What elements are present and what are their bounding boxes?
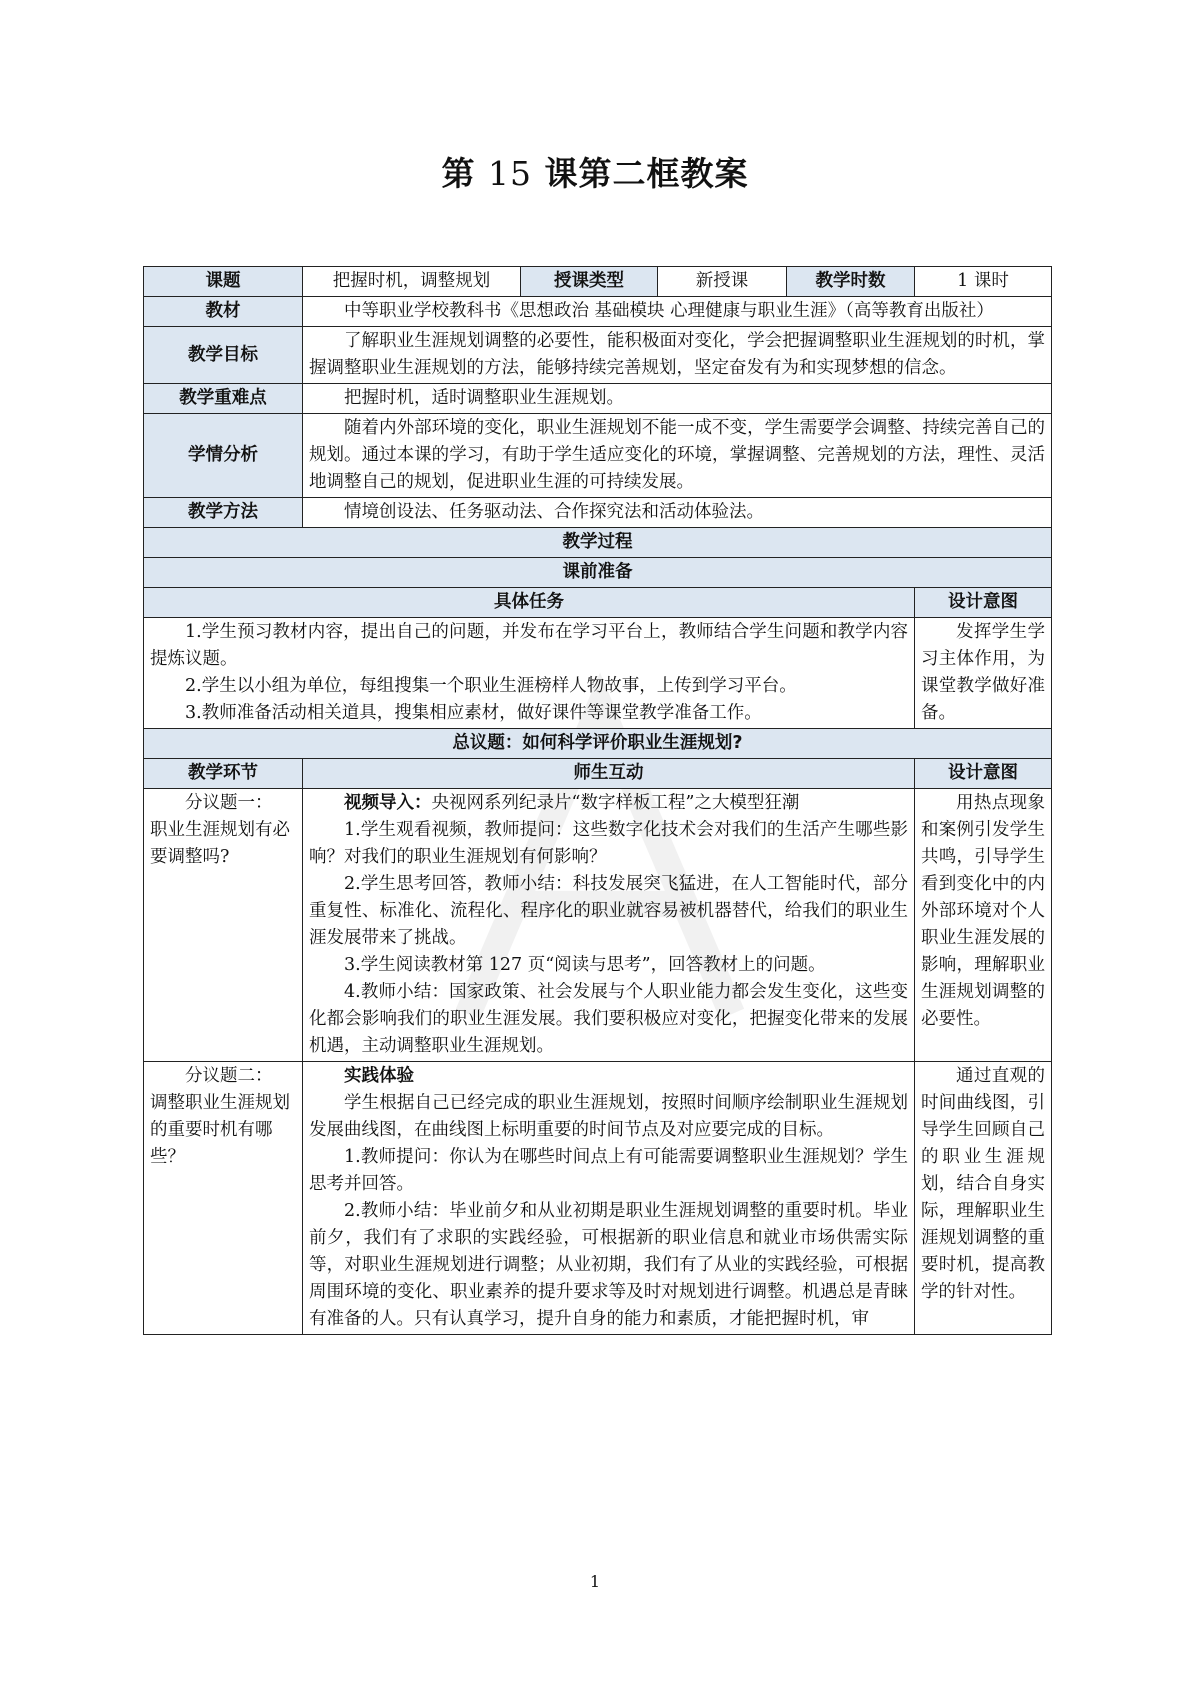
topic-value: 把握时机，调整规划 <box>303 267 521 297</box>
subtopic-1-label <box>144 789 303 1062</box>
subtopic-1-interaction <box>303 789 915 1062</box>
prep-tasks <box>144 618 915 729</box>
subtopic-2-para: 学生根据自己已经完成的职业生涯规划，按照时间顺序绘制职业生涯规划发展曲线图，在曲线图上标明重要的时间节点及对应要完成的目标。 <box>309 1093 908 1140</box>
subtopic-2-para: 2.教师小结：毕业前夕和从业初期是职业生涯规划调整的重要时机。毕业前夕，我们有了求职的实践经验，可根据新的职业信息和就业市场供需实际等，对职业生涯规划进行调整；从业初期，我们有了从业的实践经验，可根据周围环境的变化、职业素养的提升要求等及时对规划进行调整。机遇总是青睐有准备的人。只有认真学习，提升自身的能力和素质，才能把握时机，审 <box>309 1201 908 1329</box>
analysis-label: 学情分析 <box>144 414 303 498</box>
subtopic-1-label-b: 职业生涯规划有必要调整吗? <box>150 820 290 867</box>
subtopic-2-label-a: 分议题二： <box>185 1066 273 1086</box>
textbook-label: 教材 <box>144 297 303 327</box>
subtopic-row-1 <box>144 789 1052 1062</box>
lesson-plan-table <box>143 266 1052 1335</box>
keypoint-value: 把握时机，适时调整职业生涯规划。 <box>303 384 1052 414</box>
textbook-value: 中等职业学校教科书《思想政治 基础模块 心理健康与职业生涯》（高等教育出版社） <box>303 297 1052 327</box>
type-label: 授课类型 <box>521 267 658 297</box>
process-header: 教学过程 <box>144 528 1052 558</box>
stage-column-header-row <box>144 759 1052 789</box>
info-row-topic <box>144 267 1052 297</box>
subtopic-1-para: 2.学生思考回答，教师小结：科技发展突飞猛进，在人工智能时代，部分重复性、标准化、流程化、程序化的职业就容易被机器替代，给我们的职业生涯发展带来了挑战。 <box>309 874 908 948</box>
prep-task: 1.学生预习教材内容，提出自己的问题，并发布在学习平台上，教师结合学生问题和教学内容提炼议题。 <box>150 622 908 669</box>
subtopic-2-interaction <box>303 1062 915 1335</box>
subtopic-2-heading: 实践体验 <box>344 1066 414 1086</box>
goal-label: 教学目标 <box>144 327 303 384</box>
prep-header-row <box>144 558 1052 588</box>
main-topic: 总议题：如何科学评价职业生涯规划? <box>144 729 1052 759</box>
goal-value: 了解职业生涯规划调整的必要性，能积极面对变化，学会把握调整职业生涯规划的时机，掌握调整职业生涯规划的方法，能够持续完善规划，坚定奋发有为和实现梦想的信念。 <box>303 327 1052 384</box>
subtopic-1-para: 3.学生阅读教材第 127 页“阅读与思考”，回答教材上的问题。 <box>344 955 826 975</box>
prep-header: 课前准备 <box>144 558 1052 588</box>
prep-column-header-row <box>144 588 1052 618</box>
subtopic-1-label-a: 分议题一： <box>185 793 273 813</box>
info-row-method <box>144 498 1052 528</box>
stage-header: 教学环节 <box>144 759 303 789</box>
subtopic-1-intent: 用热点现象和案例引发学生共鸣，引导学生看到变化中的内外部环境对个人职业生涯发展的影响，理解职业生涯规划调整的必要性。 <box>915 789 1052 1062</box>
subtopic-row-2 <box>144 1062 1052 1335</box>
prep-content-row <box>144 618 1052 729</box>
prep-task: 3.教师准备活动相关道具，搜集相应素材，做好课件等课堂教学准备工作。 <box>185 703 762 723</box>
type-value: 新授课 <box>658 267 787 297</box>
keypoint-label: 教学重难点 <box>144 384 303 414</box>
method-label: 教学方法 <box>144 498 303 528</box>
subtopic-2-label-b: 调整职业生涯规划的重要时机有哪些？ <box>150 1093 290 1167</box>
subtopic-1-para: 4.教师小结：国家政策、社会发展与个人职业能力都会发生变化，这些变化都会影响我们的职业生涯发展。我们要积极应对变化，把握变化带来的发展机遇，主动调整职业生涯规划。 <box>309 982 908 1056</box>
topic-label: 课题 <box>144 267 303 297</box>
main-topic-row <box>144 729 1052 759</box>
prep-intent-header: 设计意图 <box>915 588 1052 618</box>
subtopic-1-heading-rest: 央视网系列纪录片“数字样板工程”之大模型狂潮 <box>431 793 800 813</box>
hours-label: 教学时数 <box>787 267 915 297</box>
info-row-goal <box>144 327 1052 384</box>
info-row-analysis <box>144 414 1052 498</box>
page-title: 第 15 课第二框教案 <box>441 154 749 193</box>
subtopic-1-para: 1.学生观看视频，教师提问：这些数字化技术会对我们的生活产生哪些影响？对我们的职业生涯规划有何影响？ <box>309 820 908 867</box>
interaction-header: 师生互动 <box>303 759 915 789</box>
subtopic-1-heading: 视频导入： <box>344 793 432 813</box>
subtopic-2-intent: 通过直观的时间曲线图，引导学生回顾自己的职业生涯规划，结合自身实际，理解职业生涯规划调整的重要时机，提高教学的针对性。 <box>915 1062 1052 1335</box>
info-row-keypoint <box>144 384 1052 414</box>
prep-intent: 发挥学生学习主体作用，为课堂教学做好准备。 <box>915 618 1052 729</box>
stage-intent-header: 设计意图 <box>915 759 1052 789</box>
page-number: 1 <box>589 1572 601 1591</box>
info-row-textbook <box>144 297 1052 327</box>
subtopic-2-para: 1.教师提问：你认为在哪些时间点上有可能需要调整职业生涯规划？学生思考并回答。 <box>309 1147 908 1194</box>
analysis-value: 随着内外部环境的变化，职业生涯规划不能一成不变，学生需要学会调整、持续完善自己的规划。通过本课的学习，有助于学生适应变化的环境，掌握调整、完善规划的方法，理性、灵活地调整自己的规划，促进职业生涯的可持续发展。 <box>303 414 1052 498</box>
hours-value: 1 课时 <box>915 267 1052 297</box>
task-header: 具体任务 <box>144 588 915 618</box>
prep-task: 2.学生以小组为单位，每组搜集一个职业生涯榜样人物故事，上传到学习平台。 <box>185 676 797 696</box>
subtopic-2-label <box>144 1062 303 1335</box>
method-value: 情境创设法、任务驱动法、合作探究法和活动体验法。 <box>303 498 1052 528</box>
process-header-row <box>144 528 1052 558</box>
